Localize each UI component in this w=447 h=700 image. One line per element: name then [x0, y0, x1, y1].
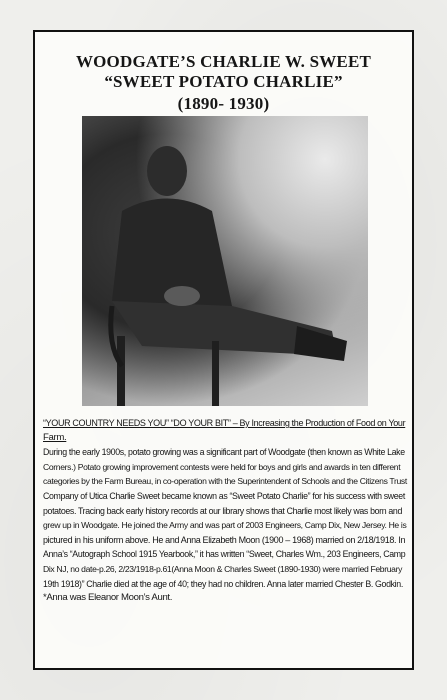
article-headline: “YOUR COUNTRY NEEDS YOU” “DO YOUR BIT” – By Increasing the Production of Food on Your [43, 418, 406, 428]
title-name: WOODGATE’S CHARLIE W. SWEET [75, 52, 372, 71]
article-line: pictured in his uniform above. He and Anna Elizabeth Moon (1900 – 1968) married on 2/18/1918. In [43, 534, 406, 545]
article-line: Anna’s “Autograph School 1915 Yearbook,” it has written “Sweet, Charles Wm., 203 Engineers, Camp [43, 549, 406, 560]
article-line: grew up in Woodgate. He joined the Army and was part of 2003 Engineers, Camp Dix, New Jersey. He is [43, 520, 407, 531]
article-line: categories by the Farm Bureau, in co-operation with the Superintendent of Schools and the Citizens Trust [43, 476, 407, 487]
soldier-silhouette [82, 116, 368, 406]
article-line: Dix NJ, no date-p.26, 2/23/1918-p.61(Anna Moon & Charles Sweet (1890-1930) were married February [43, 563, 403, 574]
portrait-photo [82, 116, 368, 406]
article-line: During the early 1900s, potato growing was a significant part of Woodgate (then known as White Lake [43, 447, 405, 458]
article-line: 19th 1918)” Charlie died at the age of 40; they had no children. Anna later married Chester B. Godkin. [43, 578, 403, 589]
article-body [43, 416, 407, 606]
article-line: Company of Utica Charlie Sweet became known as “Sweet Potato Charlie” for his success with sweet [43, 490, 405, 501]
article-headline-cont: Farm. [43, 431, 67, 443]
title-nickname: “SWEET POTATO CHARLIE” [104, 72, 343, 91]
document-frame [33, 30, 414, 670]
article-line: Corners.) Potato growing improvement contests were held for boys and girls and awards in ten different [43, 461, 401, 472]
article-footnote: *Anna was Eleanor Moon’s Aunt. [43, 592, 173, 604]
article-line: potatoes. Tracing back early history records at our library shows that Charlie most likely was born and [43, 505, 403, 516]
title-years: (1890- 1930) [177, 94, 270, 113]
